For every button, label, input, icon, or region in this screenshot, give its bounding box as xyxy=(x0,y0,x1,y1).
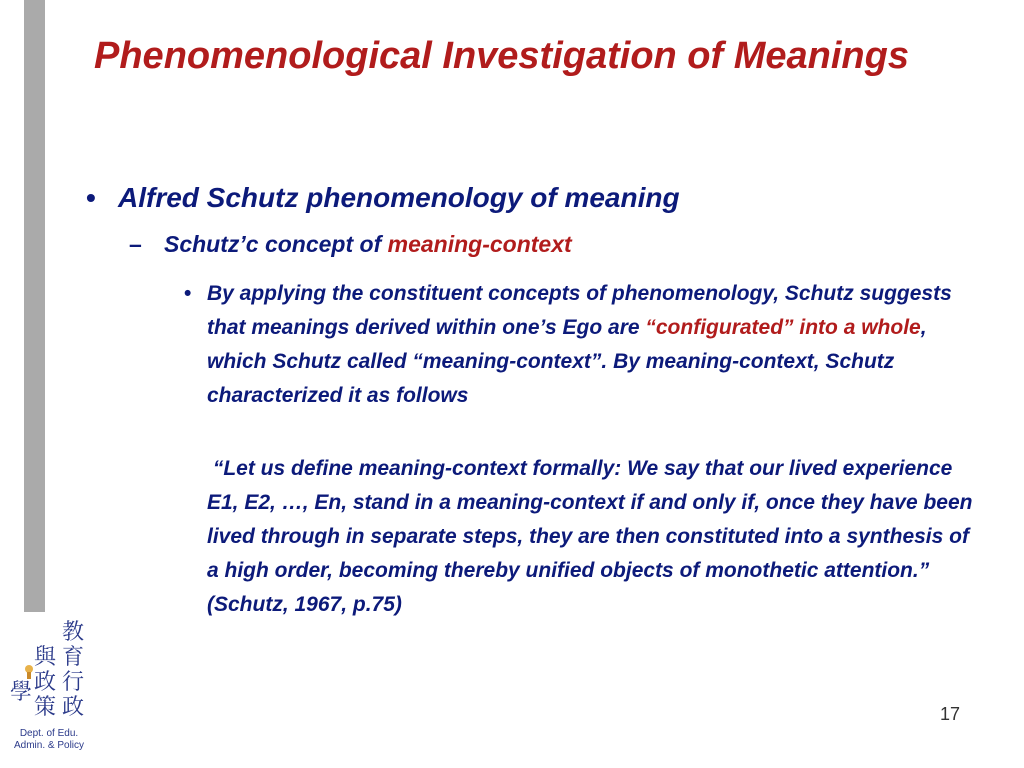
logo-char: 育 xyxy=(62,645,85,670)
paragraph-highlight: “configurated” into a whole xyxy=(645,316,921,339)
bullet-level2-text xyxy=(164,231,572,258)
logo-char: 教 xyxy=(62,620,85,645)
paragraph-part1: By applying the constituent concepts of phenomenology, Schutz suggests that meanings derived within one’s Ego are xyxy=(207,282,952,339)
logo-char: 政 xyxy=(34,670,57,695)
paragraph-part2: , which Schutz called “meaning-context”. By meaning-context, Schutz characterized it as follows xyxy=(207,316,927,407)
logo-char: 行 xyxy=(62,670,85,695)
bullet-dash-icon: – xyxy=(129,231,142,257)
page-number: 17 xyxy=(939,704,961,724)
bullet-level1-text: Alfred Schutz phenomenology of meaning xyxy=(118,182,680,213)
logo-caption-line1: Dept. of Edu. xyxy=(19,728,79,739)
bullet-level2-prefix: Schutz’c concept of xyxy=(164,231,388,257)
logo-characters xyxy=(8,620,90,730)
logo-char: 學 xyxy=(10,680,33,705)
bullet-dot-small-icon: • xyxy=(184,282,192,305)
department-logo xyxy=(8,620,90,760)
slide-title: Phenomenological Investigation of Meanings xyxy=(94,35,909,77)
logo-caption-line2: Admin. & Policy xyxy=(13,740,85,751)
schutz-quote-text: “Let us define meaning-context formally: We say that our lived experience E1, E2, …, En, stand in a meaning-context if and only if, once they have been lived through in separate steps, they are then constituted into a synthesis of a high order, becoming thereby unified objects of monothetic attention.” (Schutz, 1967, p.75) xyxy=(207,457,973,616)
logo-caption xyxy=(8,728,90,752)
schutz-quote xyxy=(207,452,977,622)
bullet-level3-paragraph xyxy=(207,277,973,413)
logo-char: 政 xyxy=(62,695,85,720)
bullet-level2-highlight: meaning-context xyxy=(387,231,572,257)
logo-char: 策 xyxy=(34,695,57,720)
bullet-dot-icon: • xyxy=(86,182,96,213)
logo-ornament-icon xyxy=(22,664,36,680)
logo-char: 與 xyxy=(34,645,57,670)
